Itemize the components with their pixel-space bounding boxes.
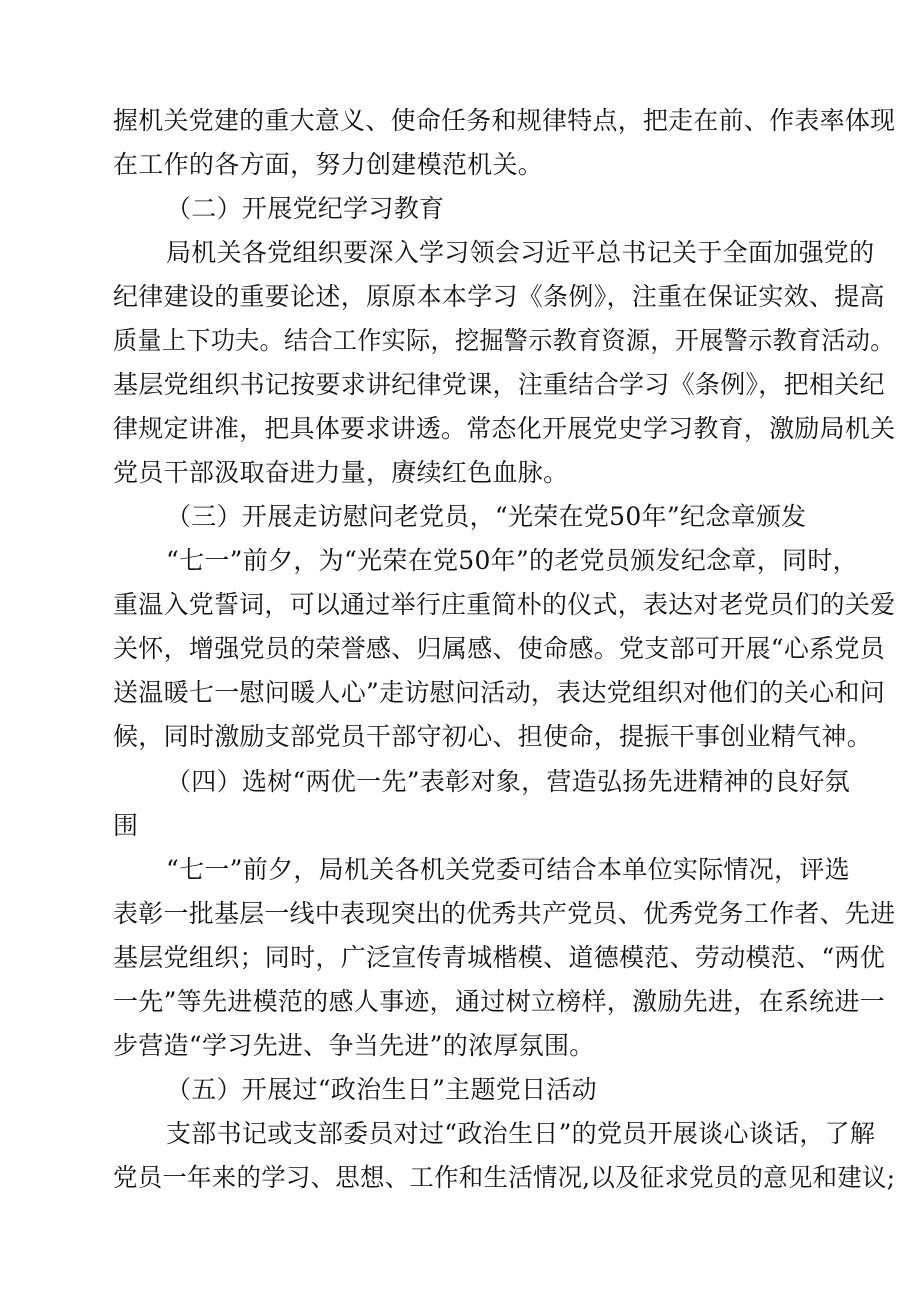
section-heading: 围 xyxy=(113,811,139,840)
section-heading: （二）开展党纪学习教育 xyxy=(166,194,445,223)
text-line: 支部书记或支部委员对过“政治生日”的党员开展谈心谈话，了解 xyxy=(166,1119,876,1148)
text-line: 关怀，增强党员的荣誉感、归属感、使命感。党支部可开展“心系党员 xyxy=(113,634,886,663)
text-line: “七一”前夕，为“光荣在党50年”的老党员颁发纪念章，同时， xyxy=(166,546,858,575)
text-line: 律规定讲准，把具体要求讲透。常态化开展党史学习教育，激励局机关 xyxy=(113,414,896,443)
text-line: 送温暖七一慰问暖人心”走访慰问活动，表达党组织对他们的关心和问 xyxy=(113,678,886,707)
section-heading: （五）开展过“政治生日”主题党日活动 xyxy=(166,1075,597,1104)
text-line: 局机关各党组织要深入学习领会习近平总书记关于全面加强党的 xyxy=(166,238,875,267)
text-line: “七一”前夕，局机关各机关党委可结合本单位实际情况，评选 xyxy=(166,855,850,884)
text-line: 纪律建设的重要论述，原原本本学习《条例》，注重在保证实效、提高 xyxy=(113,282,885,311)
text-line: 基层党组织书记按要求讲纪律党课，注重结合学习《条例》，把相关纪 xyxy=(113,370,885,399)
text-line: 一先”等先进模范的感人事迹，通过树立榜样，激励先进，在系统进一 xyxy=(113,987,886,1016)
text-line: 质量上下功夫。结合工作实际，挖掘警示教育资源，开展警示教育活动。 xyxy=(113,326,895,355)
text-line: 握机关党建的重大意义、使命任务和规律特点，把走在前、作表率体现 xyxy=(113,106,896,135)
text-line: 候，同时激励支部党员干部守初心、担使命，提振干事创业精气神。 xyxy=(113,722,873,751)
text-line: 步营造“学习先进、争当先进”的浓厚氛围。 xyxy=(113,1031,595,1060)
text-line: 重温入党誓词，可以通过举行庄重简朴的仪式，表达对老党员们的关爱 xyxy=(113,590,896,619)
text-line: 党员干部汲取奋进力量，赓续红色血脉。 xyxy=(113,458,569,487)
section-heading: （四）选树“两优一先”表彰对象，营造弘扬先进精神的良好氛 xyxy=(166,767,850,796)
text-line: 表彰一批基层一线中表现突出的优秀共产党员、优秀党务工作者、先进 xyxy=(113,899,896,928)
text-line: 在工作的各方面，努力创建模范机关。 xyxy=(113,150,544,179)
text-line: 基层党组织；同时，广泛宣传青城楷模、道德模范、劳动模范、“两优 xyxy=(113,943,886,972)
section-heading: （三）开展走访慰问老党员，“光荣在党50年”纪念章颁发 xyxy=(166,502,807,531)
text-line: 党员一年来的学习、思想、工作和生活情况,以及征求党员的意见和建议; xyxy=(113,1163,896,1192)
